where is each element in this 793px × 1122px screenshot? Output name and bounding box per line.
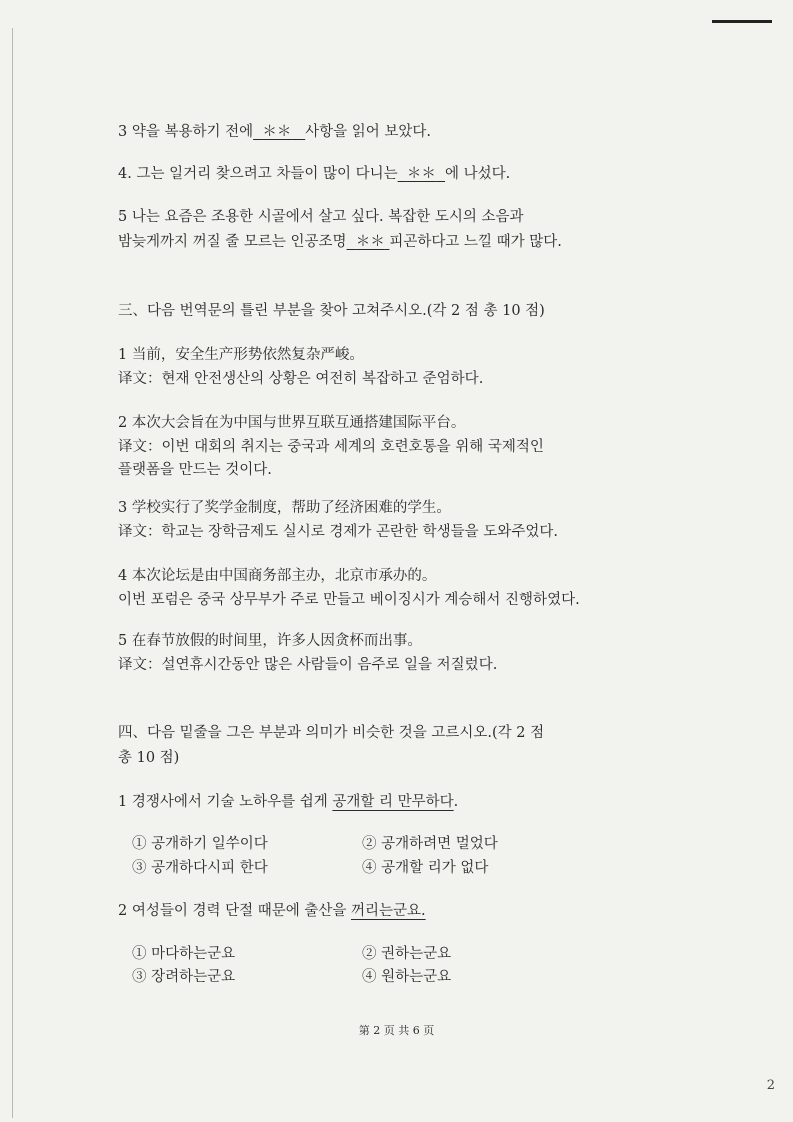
corner-page-number: 2	[766, 1078, 775, 1093]
s3-item-3-source: 3 学校实行了奖学金制度，帮助了经济困难的学生。	[118, 500, 451, 516]
s4-question-2: 2 여성들이 경력 단절 때문에 출산을 꺼리는군요.	[118, 903, 426, 919]
question-5-line-2: 밤늦게까지 꺼질 줄 모르는 인공조명 ＊＊ 피곤하다고 느낄 때가 많다.	[118, 234, 562, 250]
s3-item-4-source: 4 本次论坛是由中国商务部主办，北京市承办的。	[118, 568, 437, 584]
s4-q1-option-4: ④ 공개할 리가 없다	[362, 860, 489, 876]
s3-item-2-translation-cont: 플랫폼을 만드는 것이다.	[118, 462, 272, 478]
s3-item-2-source: 2 本次大会旨在为中国与世界互联互通搭建国际平台。	[118, 415, 466, 431]
question-4: 4. 그는 일거리 찾으려고 차들이 많이 다니는 ＊＊ 에 나섰다.	[118, 166, 511, 182]
s4-question-1: 1 경쟁사에서 기술 노하우를 쉽게 공개할 리 만무하다.	[118, 794, 459, 810]
question-5-line-1: 5 나는 요즘은 조용한 시골에서 살고 싶다. 복잡한 도시의 소음과	[118, 209, 524, 225]
s4-q2-option-2: ② 권하는군요	[362, 946, 452, 962]
section-4-heading: 四、다음 밑줄을 그은 부분과 의미가 비슷한 것을 고르시오.(각 2 점	[118, 725, 545, 741]
s3-item-1-source: 1 当前，安全生产形势依然复杂严峻。	[118, 347, 364, 363]
section-4-heading-cont: 총 10 점)	[118, 750, 180, 766]
s3-item-3-translation: 译文：학교는 장학금제도 실시로 경제가 곤란한 학생들을 도와주었다.	[118, 524, 558, 540]
section-3-heading: 三、다음 번역문의 틀린 부분을 찾아 고쳐주시오.(각 2 점 총 10 점)	[118, 303, 545, 319]
s4-q2-option-4: ④ 원하는군요	[362, 969, 452, 985]
s4-q2-option-1: ① 마다하는군요	[132, 946, 236, 962]
s4-q1-option-3: ③ 공개하다시피 한다	[132, 860, 268, 876]
scan-edge	[12, 28, 13, 1118]
s3-item-4-translation: 이번 포럼은 중국 상무부가 주로 만들고 베이징시가 계승해서 진행하였다.	[118, 592, 580, 608]
underlined-phrase: 꺼리는군요.	[350, 903, 426, 919]
s3-item-2-translation: 译文：이번 대회의 취지는 중국과 세계의 호련호통을 위해 국제적인	[118, 439, 544, 455]
s3-item-5-translation: 译文：설연휴시간동안 많은 사람들이 음주로 일을 저질렀다.	[118, 657, 498, 673]
underlined-phrase: 공개할 리 만무하다	[332, 794, 454, 810]
question-3: 3 약을 복용하기 전에 ＊＊ 사항을 읽어 보았다.	[118, 124, 432, 140]
blank: ＊＊	[406, 166, 436, 182]
page-footer: 第 2 页 共 6 页	[358, 1024, 435, 1037]
blank: ＊＊	[262, 124, 292, 140]
s4-q1-option-2: ② 공개하려면 멀었다	[362, 836, 498, 852]
s3-item-1-translation: 译文：현재 안전생산의 상황은 여전히 복잡하고 준엄하다.	[118, 371, 484, 387]
scan-mark	[712, 20, 772, 23]
blank: ＊＊	[355, 234, 385, 250]
s3-item-5-source: 5 在春节放假的时间里，许多人因贪杯而出事。	[118, 633, 422, 649]
s4-q1-option-1: ① 공개하기 일쑤이다	[132, 836, 268, 852]
s4-q2-option-3: ③ 장려하는군요	[132, 969, 236, 985]
